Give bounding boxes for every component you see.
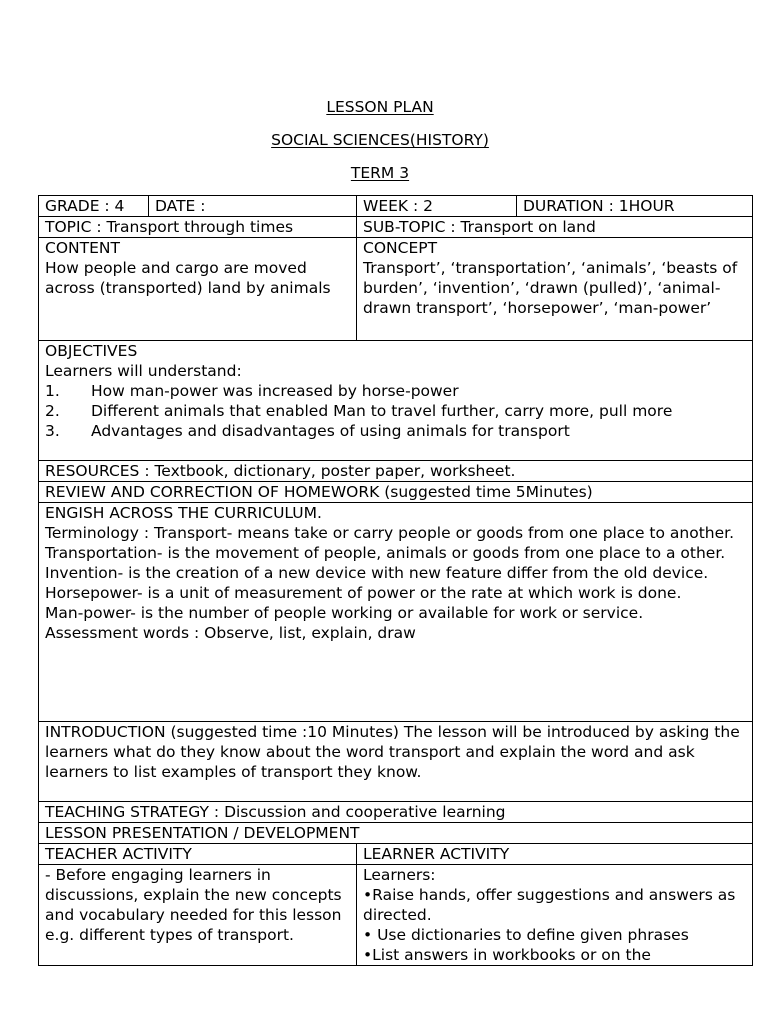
english-line: Assessment words : Observe, list, explain, draw bbox=[45, 624, 416, 642]
grade-cell: GRADE : 4 bbox=[39, 196, 149, 217]
resources-cell: RESOURCES : Textbook, dictionary, poster paper, worksheet. bbox=[39, 461, 753, 482]
objectives-cell bbox=[39, 341, 753, 461]
english-line: Transportation- is the movement of people, animals or goods from one place to a other. bbox=[45, 544, 726, 562]
introduction-row bbox=[39, 722, 753, 802]
content-heading: CONTENT bbox=[45, 239, 120, 257]
review-cell: REVIEW AND CORRECTION OF HOMEWORK (suggested time 5Minutes) bbox=[39, 482, 753, 503]
english-line: Man-power- is the number of people working or available for work or service. bbox=[45, 604, 644, 622]
english-line: Terminology : Transport- means take or carry people or goods from one place to another. bbox=[45, 524, 735, 542]
date-cell: DATE : bbox=[149, 196, 357, 217]
objective-text: How man-power was increased by horse-power bbox=[91, 382, 459, 400]
document-title: LESSON PLAN bbox=[326, 98, 434, 116]
lesson-plan-table bbox=[38, 195, 753, 966]
objective-item bbox=[45, 421, 746, 441]
objectives-intro: Learners will understand: bbox=[45, 362, 242, 380]
objective-item bbox=[45, 401, 746, 421]
objective-text: Different animals that enabled Man to travel further, carry more, pull more bbox=[91, 402, 673, 420]
learner-activity-cell bbox=[357, 865, 753, 966]
content-concept-row bbox=[39, 238, 753, 341]
teacher-activity-cell bbox=[39, 865, 357, 966]
english-heading: ENGISH ACROSS THE CURRICULUM. bbox=[45, 504, 322, 522]
english-cell bbox=[39, 503, 753, 722]
concept-heading: CONCEPT bbox=[363, 239, 438, 257]
concept-cell bbox=[357, 238, 753, 341]
subject-heading: SOCIAL SCIENCES(HISTORY) bbox=[271, 131, 489, 149]
content-text: How people and cargo are moved across (transported) land by animals bbox=[45, 259, 331, 297]
learner-item: •List answers in workbooks or on the bbox=[363, 946, 651, 964]
objective-text: Advantages and disadvantages of using animals for transport bbox=[91, 422, 570, 440]
activity-row bbox=[39, 865, 753, 966]
teacher-activity-text: - Before engaging learners in discussions, explain the new concepts and vocabulary needed for this lesson e.g. different types of transport. bbox=[45, 866, 342, 944]
learner-item: •Raise hands, offer suggestions and answers as directed. bbox=[363, 886, 736, 924]
english-line: Invention- is the creation of a new device with new feature differ from the old device. bbox=[45, 564, 709, 582]
english-row bbox=[39, 503, 753, 722]
duration-cell: DURATION : 1HOUR bbox=[517, 196, 753, 217]
objective-number: 2. bbox=[45, 402, 60, 420]
strategy-row bbox=[39, 802, 753, 823]
strategy-cell: TEACHING STRATEGY : Discussion and cooperative learning bbox=[39, 802, 753, 823]
teacher-activity-heading: TEACHER ACTIVITY bbox=[39, 844, 357, 865]
term-heading: TERM 3 bbox=[350, 164, 410, 182]
week-cell: WEEK : 2 bbox=[357, 196, 517, 217]
objectives-heading: OBJECTIVES bbox=[45, 342, 138, 360]
introduction-cell: INTRODUCTION (suggested time :10 Minutes) The lesson will be introduced by asking the learners what do they know about the word transport and explain the word and ask learners to list examples of transport they know. bbox=[39, 722, 753, 802]
english-line: Horsepower- is a unit of measurement of power or the rate at which work is done. bbox=[45, 584, 682, 602]
objectives-row bbox=[39, 341, 753, 461]
presentation-cell: LESSON PRESENTATION / DEVELOPMENT bbox=[39, 823, 753, 844]
objective-item bbox=[45, 381, 746, 401]
presentation-row bbox=[39, 823, 753, 844]
learner-item: • Use dictionaries to define given phrases bbox=[363, 926, 689, 944]
subtopic-cell: SUB-TOPIC : Transport on land bbox=[357, 217, 753, 238]
concept-text: Transport’, ‘transportation’, ‘animals’, ‘beasts of burden’, ‘invention’, ‘drawn (pulled)’, ‘animal-drawn transport’, ‘horsepower’, ‘man-power’ bbox=[363, 259, 738, 317]
info-row bbox=[39, 196, 753, 217]
activity-header-row bbox=[39, 844, 753, 865]
topic-row bbox=[39, 217, 753, 238]
topic-cell: TOPIC : Transport through times bbox=[39, 217, 357, 238]
resources-row bbox=[39, 461, 753, 482]
objective-number: 1. bbox=[45, 382, 60, 400]
learner-intro: Learners: bbox=[363, 866, 436, 884]
objective-number: 3. bbox=[45, 422, 60, 440]
content-cell bbox=[39, 238, 357, 341]
learner-activity-heading: LEARNER ACTIVITY bbox=[357, 844, 753, 865]
review-row bbox=[39, 482, 753, 503]
